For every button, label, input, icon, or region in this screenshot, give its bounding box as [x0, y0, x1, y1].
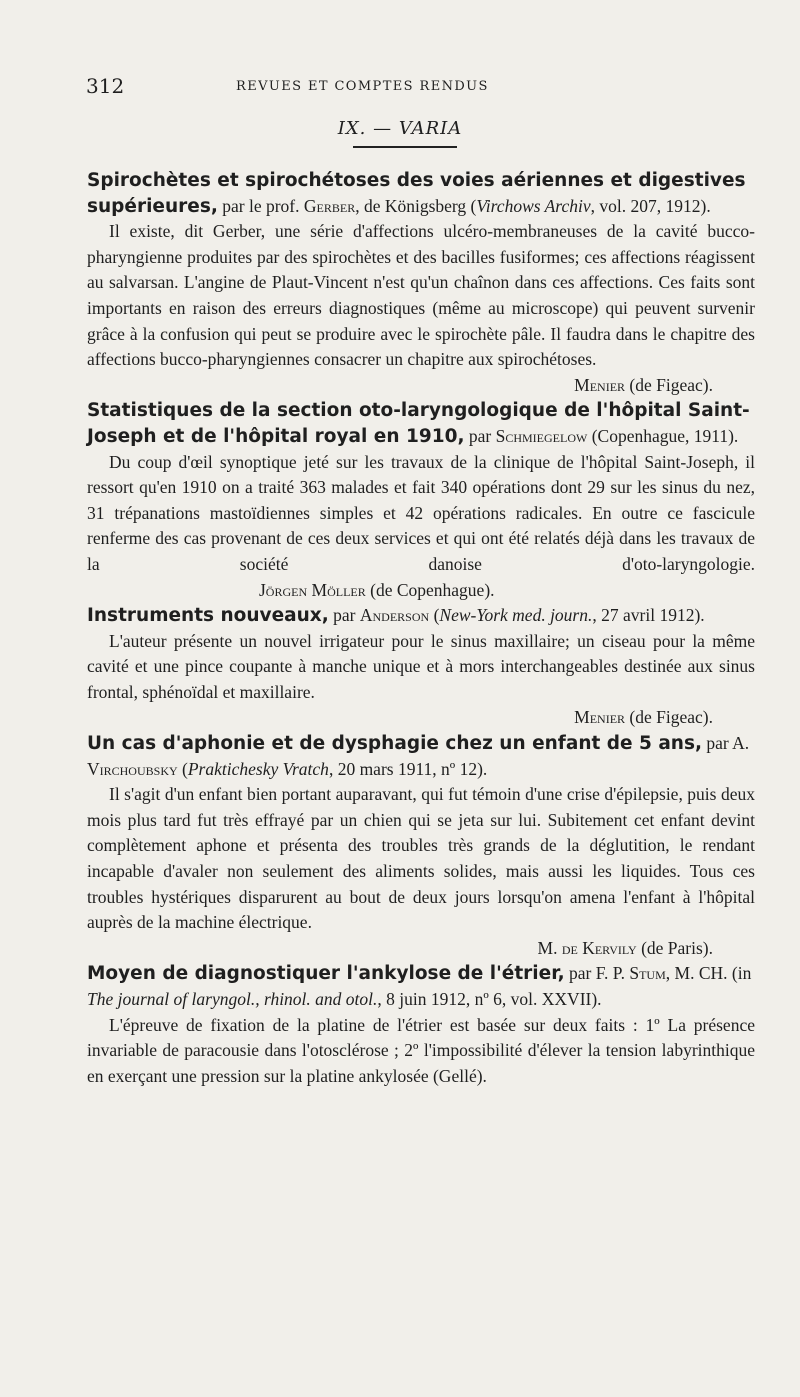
article-ref-text: (	[177, 758, 188, 779]
article-ref-text: par	[328, 605, 360, 626]
article-body-text: Du coup d'œil synoptique jeté sur les travaux de la clinique de l'hôpital Saint-Joseph, il ressort qu'en 1910 on a traité 363 malades et fait 340 opérations dont 29 sur les sinus du nez, 31 trépanations mastoïdiennes simples et 42 opérations radicales. En outre ce fascicule renferme des cas provenant de ces deux services et qui ont été relatés déjà dans les travaux de la société danoise d'oto-laryngologie.	[87, 451, 755, 574]
article-title: Instruments nouveaux,	[87, 605, 329, 627]
article-body: L'épreuve de fixation de la platine de l'étrier est basée sur deux faits : 1º La présence invariable de paracousie dans l'otosclérose ; 2º l'impossibilité d'élever la tension labyrinthique en exerçant une pression sur la platine ankylosée (Gellé).	[87, 1014, 755, 1086]
section-rule	[353, 146, 457, 148]
article-ankylose	[87, 961, 755, 1089]
section-title: IX. — VARIA	[337, 118, 463, 139]
article-title: Spirochètes et spirochétoses des voies aériennes et digestives supérieures,	[87, 170, 746, 217]
signature-name: de Kervily	[561, 937, 637, 958]
article-heading	[87, 398, 755, 449]
signature-place: (de Paris).	[636, 937, 713, 958]
signature-place: (de Figeac).	[625, 374, 713, 395]
article-ref-text: , de Königsberg (	[355, 195, 477, 216]
article-title: Statistiques de la section oto-laryngologique de l'hôpital Saint-Joseph et de l'hôpital royal en 1910,	[87, 400, 750, 447]
article-body: Il s'agit d'un enfant bien portant auparavant, qui fut témoin d'une crise d'épilepsie, puis deux mois plus tard fut très effrayé par un chien qui se jeta sur lui. Subitement cet enfant devint complètement aphone et présenta des troubles très grands de la déglutition, le rendant incapable d'avaler non seulement des aliments solides, mais aussi les liquides. Tous ces troubles hystériques disparurent au bout de deux jours lorsqu'on amena l'enfant à l'hôpital auprès de la machine électrique.	[87, 784, 755, 933]
article-ref-text: par le prof.	[217, 195, 304, 216]
article-ref-text: , 27 avril 1912).	[592, 605, 705, 626]
article-journal: Praktichesky Vratch	[187, 758, 329, 779]
article-signature	[87, 373, 755, 399]
article-author: Gerber	[303, 195, 356, 216]
article-signature	[237, 578, 495, 604]
article-ref-text: (	[429, 605, 440, 626]
page-number: 312	[86, 74, 125, 98]
article-heading	[87, 731, 755, 782]
article-author: Schmiegelow	[495, 425, 588, 446]
signature-name: Menier	[574, 707, 626, 728]
article-author: Anderson	[359, 605, 430, 626]
article-ref-text: , 8 juin 1912, nº 6, vol. XXVII).	[377, 989, 602, 1009]
article-ref-text: par F. P.	[564, 963, 630, 984]
article-aphonie	[87, 731, 755, 961]
article-heading	[87, 961, 755, 1012]
article-body: Il existe, dit Gerber, une série d'affections ulcéro-membraneuses de la cavité bucco-pharyngienne produites par des spirochètes et des bacilles fusiformes; ces affections réagissent au salvarsan. L'angine de Plaut-Vincent n'est qu'un chaînon dans ces affections. Ces faits sont importants en raison des erreurs diagnostiques (même au microscope) qui peuvent survenir grâce à la confusion qui peut se produire avec le spirochète pâle. Il faudra dans le chapitre des affections bucco-pharyngiennes consacrer un chapitre aux spirochétoses.	[87, 221, 755, 370]
signature-place: (de Copenhague).	[365, 579, 495, 600]
signature-name: Menier	[574, 374, 626, 395]
article-ref-text: , 20 mars 1911, nº 12).	[328, 758, 488, 779]
page-header	[86, 74, 756, 100]
article-title: Moyen de diagnostiquer l'ankylose de l'étrier,	[87, 963, 565, 985]
article-ref-text: , vol. 207, 1912).	[590, 195, 711, 216]
article-ref-text: (Copenhague, 1911).	[587, 425, 739, 446]
article-statistiques	[87, 398, 755, 603]
article-list	[87, 168, 755, 1089]
article-title: Un cas d'aphonie et de dysphagie chez un enfant de 5 ans,	[87, 733, 703, 755]
article-body: L'auteur présente un nouvel irrigateur pour le sinus maxillaire; un ciseau pour la même cavité et une pince coupante à manche unique et à mors interchangeables destinée aux sinus frontal, sphénoïdal et maxillaire.	[87, 630, 755, 702]
article-heading	[87, 168, 755, 219]
article-author: Virchoubsky	[87, 758, 178, 779]
article-journal: New-York med. journ.	[439, 605, 593, 626]
article-instruments	[87, 603, 755, 731]
signature-name: Jörgen Möller	[259, 579, 366, 600]
article-spirochetes	[87, 168, 755, 398]
article-ref-text: , M. CH. (in	[665, 963, 752, 984]
article-journal: Virchows Archiv	[476, 195, 591, 216]
article-journal: The journal of laryngol., rhinol. and otol.	[87, 989, 378, 1009]
article-heading	[87, 603, 755, 629]
article-signature	[87, 936, 755, 962]
running-head: REVUES ET COMPTES RENDUS	[236, 79, 489, 94]
article-ref-text: par	[464, 425, 496, 446]
article-body	[87, 450, 755, 604]
signature-place: (de Figeac).	[625, 707, 713, 728]
article-signature	[87, 705, 755, 731]
article-ref-text: par A.	[702, 733, 750, 754]
article-author: Stum	[629, 963, 666, 984]
signature-prefix: M.	[537, 937, 562, 958]
